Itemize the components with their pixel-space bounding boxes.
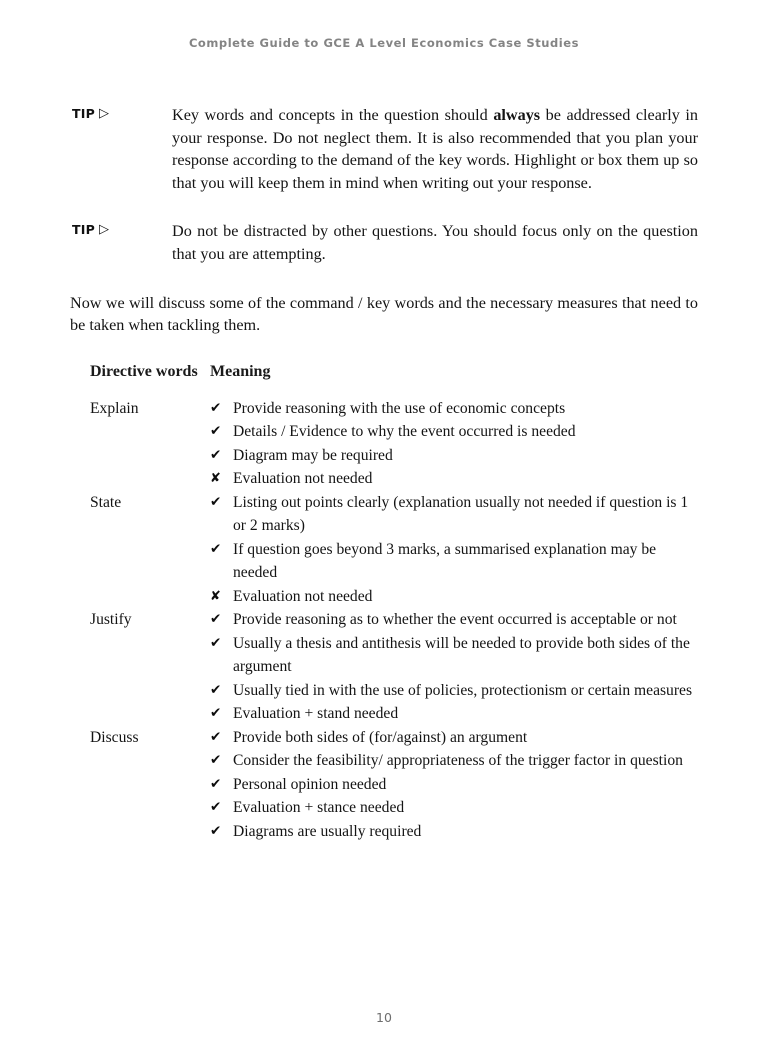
directive-term: Justify — [90, 611, 132, 629]
tip-label-text: TIP — [72, 222, 95, 238]
check-icon: ✔ — [210, 399, 222, 416]
list-item-text: If question goes beyond 3 marks, a summarised explanation may be needed — [233, 540, 657, 582]
tip-label — [72, 222, 109, 237]
tip-text-after-bold: be addressed clearly in your response. Do not neglect them. It is also recommended that you plan your response according to the demand of the key words. Highlight or box them up so that you will keep them in mind when writing out your response. — [172, 106, 699, 192]
list-item-text: Diagram may be required — [233, 446, 393, 464]
page-number: 10 — [376, 1010, 392, 1025]
list-item — [210, 491, 698, 538]
list-item — [210, 679, 698, 703]
tip-block-2 — [70, 220, 698, 265]
column-header-meaning: Meaning — [210, 362, 271, 380]
check-icon: ✔ — [210, 728, 222, 745]
tip-label — [72, 106, 109, 121]
list-item-text: Provide reasoning as to whether the event occurred is acceptable or not — [233, 611, 677, 629]
table-row — [90, 608, 698, 726]
intro-paragraph: Now we will discuss some of the command / key words and the necessary measures that need to be taken when tackling them. — [70, 293, 698, 335]
running-head: Complete Guide to GCE A Level Economics Case Studies — [188, 36, 580, 50]
table-row — [90, 491, 698, 609]
directive-words-table — [90, 363, 698, 844]
list-item-text: Details / Evidence to why the event occurred is needed — [233, 423, 576, 441]
list-item — [210, 444, 698, 468]
list-item — [210, 420, 698, 444]
list-item-text: Listing out points clearly (explanation usually not needed if question is 1 or 2 marks) — [233, 493, 689, 535]
list-item — [210, 726, 698, 750]
list-item — [210, 820, 698, 844]
check-icon: ✔ — [210, 705, 222, 722]
tip-bold-word: always — [493, 106, 541, 124]
check-icon: ✔ — [210, 799, 222, 816]
list-item-text: Evaluation not needed — [233, 470, 373, 488]
tip-body: Do not be distracted by other questions. You should focus only on the question that you are attempting. — [172, 222, 698, 263]
list-item-text: Usually a thesis and antithesis will be needed to provide both sides of the argument — [233, 634, 690, 676]
list-item — [210, 632, 698, 679]
list-item — [210, 773, 698, 797]
list-item — [210, 397, 698, 421]
directive-term: Discuss — [90, 728, 139, 746]
check-icon: ✔ — [210, 681, 222, 698]
list-item-text: Usually tied in with the use of policies, protectionism or certain measures — [233, 681, 693, 699]
tip-block-1 — [70, 104, 698, 194]
cross-icon: ✘ — [210, 471, 221, 487]
check-icon: ✔ — [210, 446, 222, 463]
directive-points — [210, 726, 698, 844]
check-icon: ✔ — [210, 775, 222, 792]
tip-label-text: TIP — [72, 106, 95, 121]
list-item — [210, 749, 698, 773]
table-row — [90, 397, 698, 491]
triangle-right-icon: ▷ — [98, 106, 110, 121]
list-item-text: Provide both sides of (for/against) an argument — [233, 728, 528, 746]
directive-points — [210, 491, 698, 609]
table-header-row — [90, 363, 698, 381]
list-item-text: Personal opinion needed — [233, 775, 387, 793]
directive-term: State — [90, 493, 122, 511]
triangle-right-icon: ▷ — [98, 222, 110, 238]
check-icon: ✔ — [210, 540, 222, 557]
directive-term: Explain — [90, 399, 139, 417]
check-icon: ✔ — [210, 423, 222, 440]
list-item — [210, 702, 698, 726]
list-item-text: Evaluation not needed — [233, 587, 373, 605]
check-icon: ✔ — [210, 634, 222, 651]
check-icon: ✔ — [210, 611, 222, 628]
table-row — [90, 726, 698, 844]
list-item — [210, 538, 698, 585]
list-item-text: Provide reasoning with the use of economic concepts — [233, 399, 566, 417]
list-item-text: Consider the feasibility/ appropriateness of the trigger factor in question — [233, 752, 683, 770]
check-icon: ✔ — [210, 752, 222, 769]
list-item-text: Evaluation + stand needed — [233, 705, 399, 723]
check-icon: ✔ — [210, 822, 222, 839]
check-icon: ✔ — [210, 493, 222, 510]
directive-points — [210, 397, 698, 491]
tip-text-before-bold: Key words and concepts in the question should — [172, 106, 494, 124]
list-item — [210, 608, 698, 632]
list-item-text: Evaluation + stance needed — [233, 799, 405, 817]
list-item — [210, 585, 698, 609]
page-content — [70, 104, 698, 843]
column-header-directive-words: Directive words — [90, 362, 198, 380]
list-item — [210, 467, 698, 491]
directive-points — [210, 608, 698, 726]
list-item-text: Diagrams are usually required — [233, 822, 422, 840]
tip-body — [172, 104, 698, 194]
list-item — [210, 796, 698, 820]
cross-icon: ✘ — [210, 588, 221, 604]
